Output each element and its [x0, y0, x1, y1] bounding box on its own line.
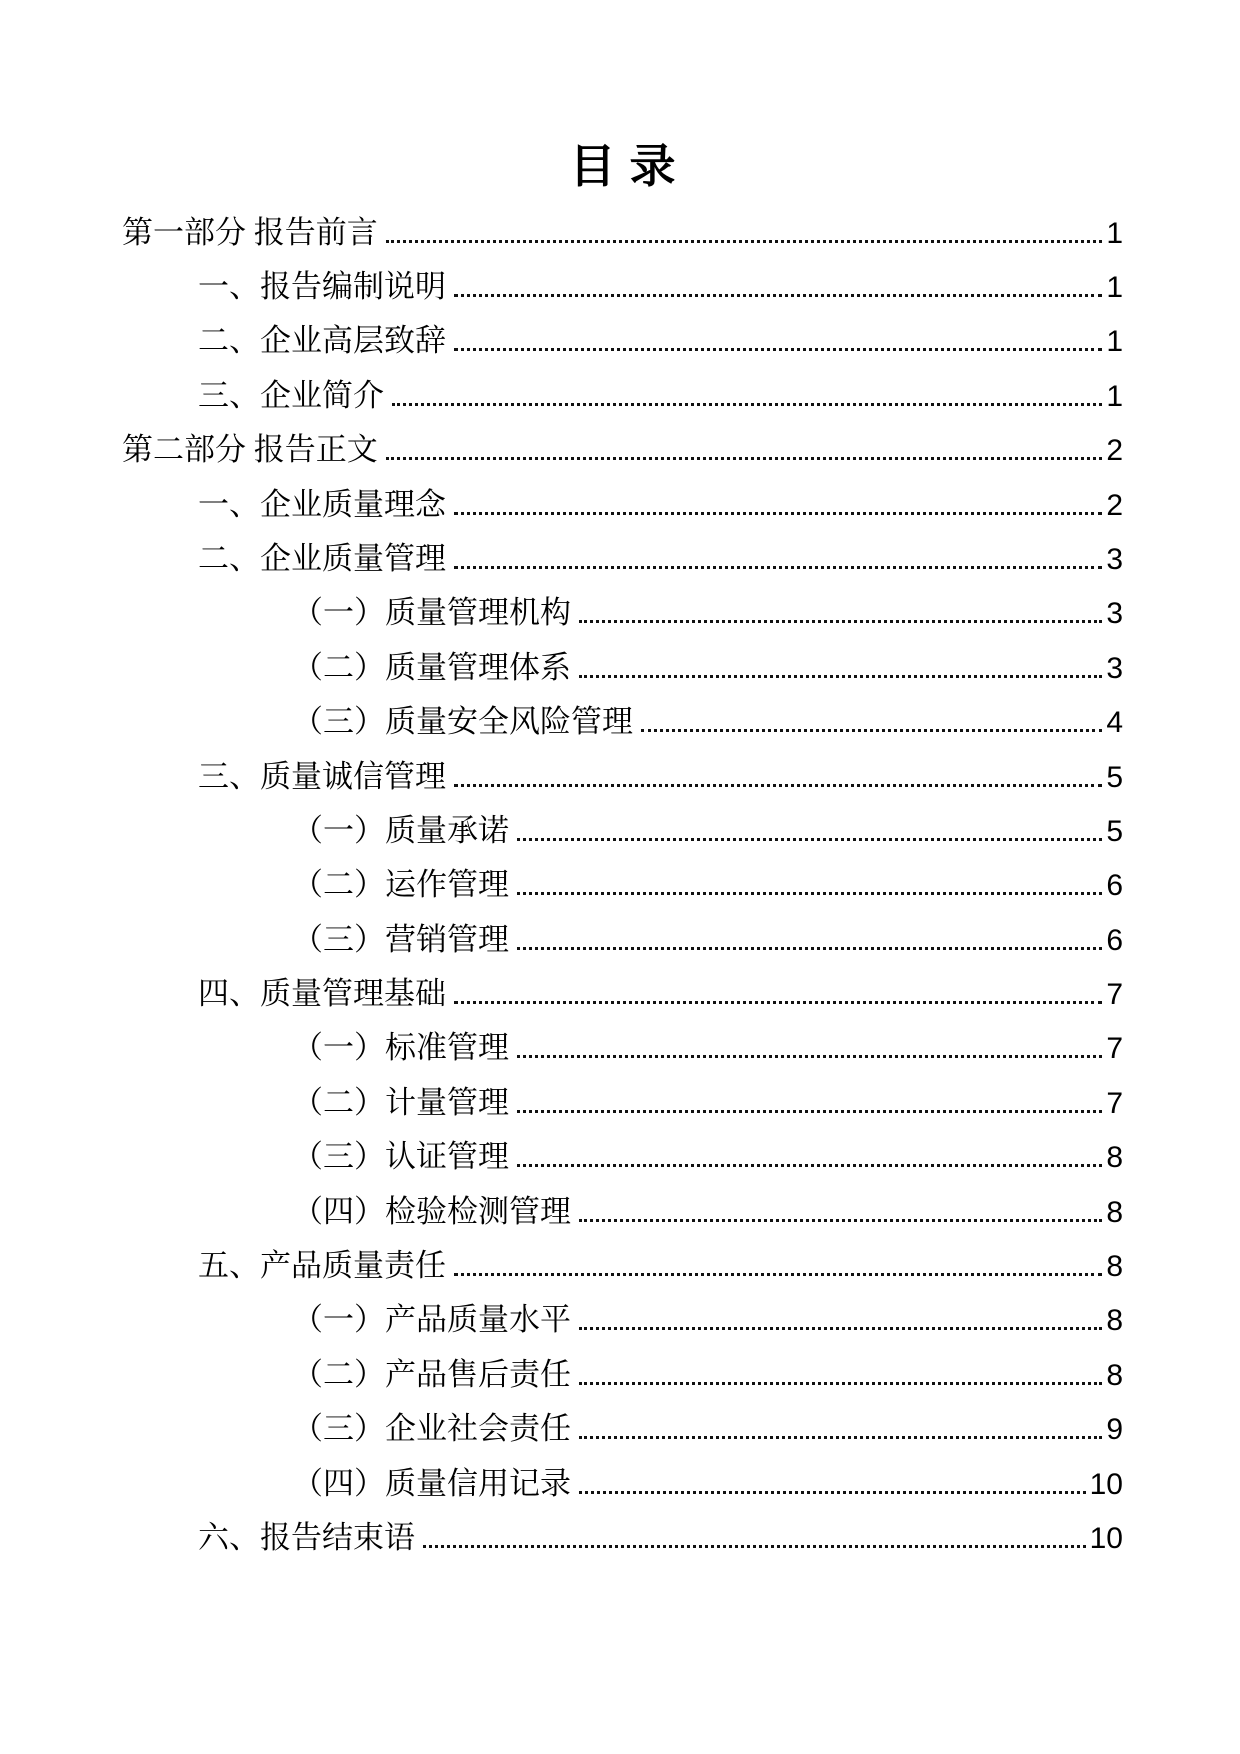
toc-entry-label: （二）质量管理体系: [292, 649, 571, 685]
toc-entry-label: （一）质量管理机构: [292, 595, 571, 631]
toc-entry-page-number: 4: [1106, 706, 1123, 740]
toc-entry-label: 四、质量管理基础: [198, 976, 446, 1012]
dot-leader: [517, 892, 1102, 895]
toc-entry-label: （三）质量安全风险管理: [292, 704, 633, 740]
toc-entry-label: （一）质量承诺: [292, 812, 509, 848]
toc-entry-label: 三、质量诚信管理: [198, 758, 446, 794]
dot-leader: [454, 566, 1102, 569]
toc-entry[interactable]: [122, 1021, 1123, 1075]
toc-entry[interactable]: [122, 586, 1123, 640]
toc-entry-page-number: 8: [1106, 1250, 1123, 1284]
toc-entry[interactable]: [122, 1185, 1123, 1239]
dot-leader: [454, 1273, 1102, 1276]
toc-entry[interactable]: [122, 1076, 1123, 1130]
dot-leader: [392, 403, 1102, 406]
toc-entry[interactable]: [122, 858, 1123, 912]
toc-entry-label: （三）企业社会责任: [292, 1411, 571, 1447]
dot-leader: [579, 1491, 1086, 1494]
toc-entry-page-number: 3: [1106, 597, 1123, 631]
dot-leader: [517, 1110, 1102, 1113]
toc-entry-page-number: 7: [1106, 1032, 1123, 1066]
toc-entry-page-number: 2: [1106, 488, 1123, 522]
dot-leader: [579, 1327, 1102, 1330]
dot-leader: [386, 240, 1103, 243]
toc-entry-page-number: 6: [1106, 923, 1123, 957]
toc-entry-label: 三、企业简介: [198, 377, 384, 413]
dot-leader: [579, 675, 1102, 678]
dot-leader: [517, 1055, 1102, 1058]
toc-entry[interactable]: [122, 750, 1123, 804]
dot-leader: [454, 294, 1102, 297]
toc-entry[interactable]: [122, 1511, 1123, 1565]
toc-entry-label: 第一部分 报告前言: [122, 214, 378, 250]
toc-entry[interactable]: [122, 804, 1123, 858]
toc-entry-page-number: 3: [1106, 542, 1123, 576]
toc-entry[interactable]: [122, 1293, 1123, 1347]
toc-entry[interactable]: [122, 260, 1123, 314]
toc-entry-page-number: 6: [1106, 869, 1123, 903]
toc-entry-page-number: 10: [1089, 1521, 1123, 1555]
toc-entry-label: （二）计量管理: [292, 1084, 509, 1120]
toc-entry-label: 一、报告编制说明: [198, 268, 446, 304]
toc-entry-label: 二、企业高层致辞: [198, 323, 446, 359]
toc-entry-page-number: 1: [1106, 216, 1123, 250]
toc-entry-page-number: 3: [1106, 651, 1123, 685]
toc-entry[interactable]: [122, 641, 1123, 695]
page-title: 目录: [569, 141, 690, 192]
toc-entry[interactable]: [122, 1457, 1123, 1511]
toc-entry-page-number: 7: [1106, 978, 1123, 1012]
toc-entry-page-number: 8: [1106, 1358, 1123, 1392]
dot-leader: [454, 1001, 1102, 1004]
dot-leader: [386, 457, 1103, 460]
toc-entry-label: 五、产品质量责任: [198, 1248, 446, 1284]
toc-entry-label: （四）质量信用记录: [292, 1465, 571, 1501]
toc-entry-page-number: 8: [1106, 1195, 1123, 1229]
toc-entry[interactable]: [122, 1239, 1123, 1293]
dot-leader: [423, 1545, 1086, 1548]
toc-entry-page-number: 9: [1106, 1413, 1123, 1447]
toc-entry[interactable]: [122, 695, 1123, 749]
dot-leader: [454, 512, 1102, 515]
toc-entry-label: （二）产品售后责任: [292, 1356, 571, 1392]
dot-leader: [517, 1164, 1102, 1167]
toc-entry[interactable]: [122, 1130, 1123, 1184]
dot-leader: [517, 947, 1102, 950]
toc-entry-page-number: 8: [1106, 1304, 1123, 1338]
dot-leader: [454, 784, 1102, 787]
dot-leader: [579, 1219, 1102, 1222]
toc-entry[interactable]: [122, 423, 1123, 477]
toc-entry-page-number: 1: [1106, 270, 1123, 304]
dot-leader: [579, 620, 1102, 623]
toc-entry-page-number: 1: [1106, 325, 1123, 359]
toc-entry[interactable]: [122, 967, 1123, 1021]
toc-entry-label: 二、企业质量管理: [198, 540, 446, 576]
dot-leader: [517, 838, 1102, 841]
dot-leader: [641, 729, 1102, 732]
dot-leader: [579, 1382, 1102, 1385]
toc-entry-label: （三）认证管理: [292, 1139, 509, 1175]
toc-entry-page-number: 2: [1106, 434, 1123, 468]
toc-entry-page-number: 1: [1106, 379, 1123, 413]
toc-entry-label: 第二部分 报告正文: [122, 432, 378, 468]
toc-entry-label: （三）营销管理: [292, 921, 509, 957]
toc-entry-page-number: 5: [1106, 760, 1123, 794]
toc-entry-page-number: 5: [1106, 814, 1123, 848]
dot-leader: [454, 348, 1102, 351]
toc-entry-label: （四）检验检测管理: [292, 1193, 571, 1229]
toc-entry-label: 六、报告结束语: [198, 1519, 415, 1555]
toc-entry[interactable]: [122, 913, 1123, 967]
dot-leader: [579, 1436, 1102, 1439]
toc-entry[interactable]: [122, 478, 1123, 532]
toc-entry[interactable]: [122, 206, 1123, 260]
toc-entry[interactable]: [122, 532, 1123, 586]
toc-entry[interactable]: [122, 1348, 1123, 1402]
toc-entry[interactable]: [122, 314, 1123, 368]
toc-entry-label: （一）标准管理: [292, 1030, 509, 1066]
toc-entry-page-number: 10: [1089, 1467, 1123, 1501]
toc-list: [122, 206, 1123, 1566]
toc-entry-label: （一）产品质量水平: [292, 1302, 571, 1338]
toc-entry-page-number: 8: [1106, 1141, 1123, 1175]
toc-entry[interactable]: [122, 369, 1123, 423]
toc-entry[interactable]: [122, 1402, 1123, 1456]
toc-entry-page-number: 7: [1106, 1086, 1123, 1120]
toc-entry-label: 一、企业质量理念: [198, 486, 446, 522]
toc-entry-label: （二）运作管理: [292, 867, 509, 903]
